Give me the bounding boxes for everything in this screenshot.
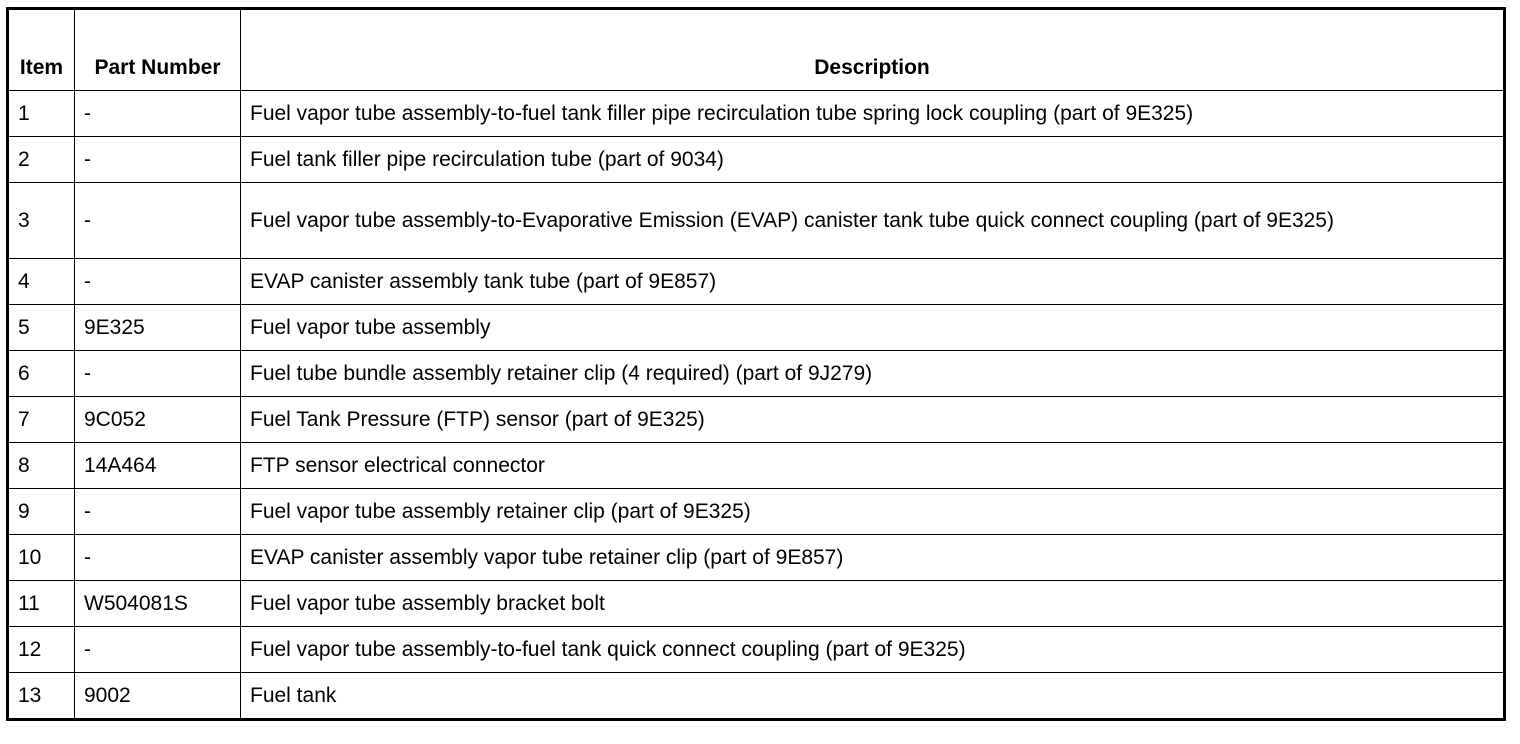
item-cell: 5 [8, 305, 75, 351]
description-cell: Fuel vapor tube assembly [241, 305, 1505, 351]
description-cell: FTP sensor electrical connector [241, 443, 1505, 489]
part-number-cell: - [75, 137, 241, 183]
part-number-cell: 14A464 [75, 443, 241, 489]
item-cell: 12 [8, 627, 75, 673]
part-number-cell: 9C052 [75, 397, 241, 443]
item-cell: 13 [8, 673, 75, 720]
description-cell: EVAP canister assembly vapor tube retainer clip (part of 9E857) [241, 535, 1505, 581]
item-cell: 1 [8, 91, 75, 137]
part-number-cell: - [75, 91, 241, 137]
description-cell: Fuel vapor tube assembly-to-Evaporative Emission (EVAP) canister tank tube quick connect coupling (part of 9E325) [241, 183, 1505, 259]
item-cell: 2 [8, 137, 75, 183]
description-cell: Fuel tank filler pipe recirculation tube (part of 9034) [241, 137, 1505, 183]
description-cell: Fuel vapor tube assembly-to-fuel tank filler pipe recirculation tube spring lock coupling (part of 9E325) [241, 91, 1505, 137]
item-cell: 8 [8, 443, 75, 489]
part-number-cell: - [75, 489, 241, 535]
description-cell: Fuel tube bundle assembly retainer clip (4 required) (part of 9J279) [241, 351, 1505, 397]
item-cell: 7 [8, 397, 75, 443]
table-row [8, 535, 1505, 581]
description-cell: EVAP canister assembly tank tube (part of 9E857) [241, 259, 1505, 305]
part-number-cell: - [75, 351, 241, 397]
table-row [8, 443, 1505, 489]
description-cell: Fuel Tank Pressure (FTP) sensor (part of 9E325) [241, 397, 1505, 443]
item-cell: 10 [8, 535, 75, 581]
item-cell: 6 [8, 351, 75, 397]
part-number-cell: 9002 [75, 673, 241, 720]
table-row [8, 489, 1505, 535]
header-row [8, 9, 1505, 91]
part-number-cell: 9E325 [75, 305, 241, 351]
part-number-cell: W504081S [75, 581, 241, 627]
part-number-cell: - [75, 627, 241, 673]
table-row [8, 581, 1505, 627]
table-row [8, 183, 1505, 259]
item-cell: 9 [8, 489, 75, 535]
description-cell: Fuel vapor tube assembly bracket bolt [241, 581, 1505, 627]
description-cell: Fuel vapor tube assembly-to-fuel tank quick connect coupling (part of 9E325) [241, 627, 1505, 673]
table-row [8, 259, 1505, 305]
item-cell: 3 [8, 183, 75, 259]
part-number-cell: - [75, 535, 241, 581]
table-body [8, 91, 1505, 720]
part-number-cell: - [75, 183, 241, 259]
description-cell: Fuel tank [241, 673, 1505, 720]
table-row [8, 627, 1505, 673]
item-cell: 4 [8, 259, 75, 305]
table-row [8, 397, 1505, 443]
header-part-number: Part Number [75, 9, 241, 91]
table-header [8, 9, 1505, 91]
table-row [8, 137, 1505, 183]
header-item: Item [8, 9, 75, 91]
item-cell: 11 [8, 581, 75, 627]
table-row [8, 351, 1505, 397]
table-row [8, 91, 1505, 137]
part-number-cell: - [75, 259, 241, 305]
header-description: Description [241, 9, 1505, 91]
description-cell: Fuel vapor tube assembly retainer clip (part of 9E325) [241, 489, 1505, 535]
table-row [8, 673, 1505, 720]
table-row [8, 305, 1505, 351]
parts-table [6, 7, 1506, 721]
